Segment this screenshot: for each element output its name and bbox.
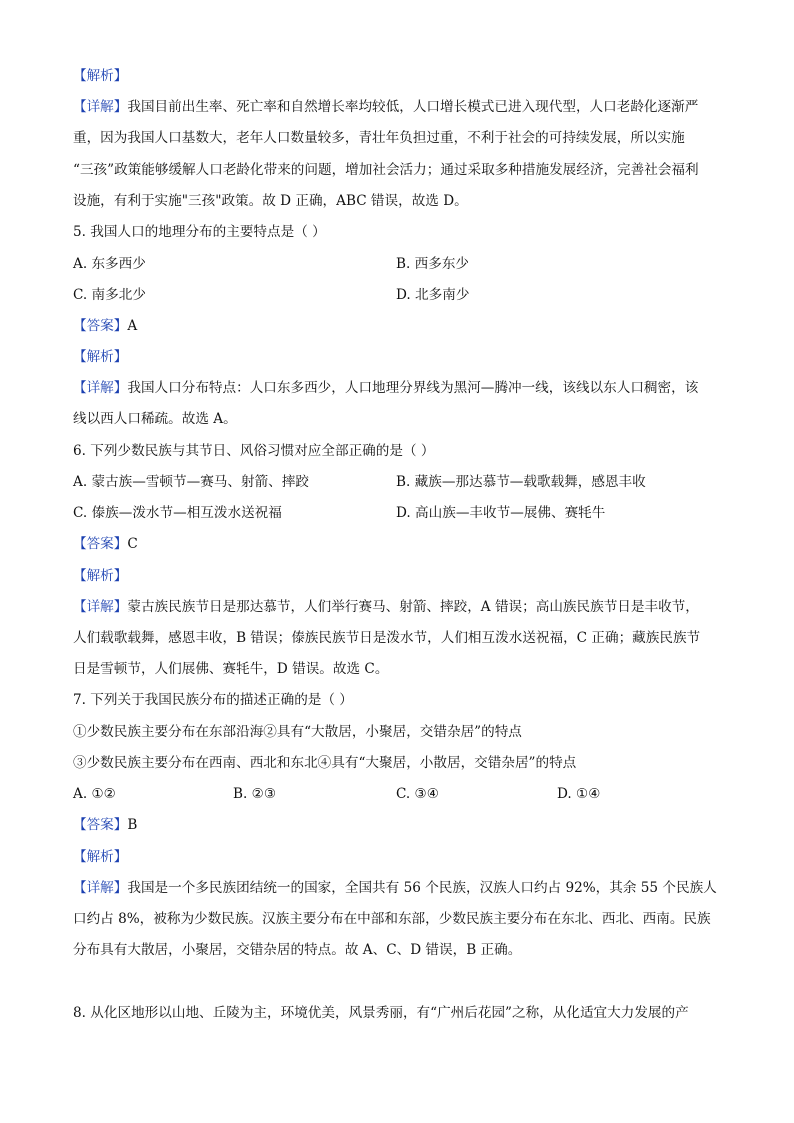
q4-detail-line-2: 重，因为我国人口基数大，老年人口数量较多，青壮年负担过重，不利于社会的可持续发展，所以实施 [73,130,685,146]
q5-stem: 5. 我国人口的地理分布的主要特点是（ ） [73,224,326,240]
q7-answer-value: B [127,817,138,833]
q7-statement-2: ③少数民族主要分布在西南、西北和东北④具有“大聚居，小散居，交错杂居”的特点 [73,755,577,771]
q5-option-b: B. 西多东少 [396,256,470,272]
q5-detail-line-2: 线以西人口稀疏。故选 A。 [73,411,237,427]
q6-analysis-tag: 【解析】 [73,568,128,584]
q8-stem: 8. 从化区地形以山地、丘陵为主，环境优美，风景秀丽，有“广州后花园”之称，从化适宜大力发展的产 [73,1005,689,1021]
q7-detail-tag: 【详解】 [73,880,128,896]
q7-stem: 7. 下列关于我国民族分布的描述正确的是（ ） [73,692,353,708]
q6-option-d: D. 高山族—丰收节—展佛、赛牦牛 [396,505,606,521]
q5-option-a: A. 东多西少 [73,256,146,272]
q7-option-a: A. ①② [73,786,116,802]
q7-answer-tag: 【答案】 [73,817,128,833]
q6-option-a: A. 蒙古族—雪顿节—赛马、射箭、摔跤 [73,474,309,490]
q7-option-c: C. ③④ [396,786,439,802]
q4-analysis-tag: 【解析】 [73,68,128,84]
q5-answer-value: A [127,318,138,334]
q7-option-b: B. ②③ [233,786,277,802]
q6-detail-line-1: 【详解】蒙古族民族节日是那达慕节，人们举行赛马、射箭、摔跤，A 错误；高山族民族节日是丰收节， [73,599,699,615]
q5-answer-tag: 【答案】 [73,318,128,334]
q5-option-d: D. 北多南少 [396,287,470,303]
q7-statement-1: ①少数民族主要分布在东部沿海②具有“大散居，小聚居，交错杂居”的特点 [73,724,522,740]
q7-answer [73,815,137,835]
q5-analysis-tag: 【解析】 [73,349,128,365]
q6-stem: 6. 下列少数民族与其节日、风俗习惯对应全部正确的是（ ） [73,443,435,459]
q5-detail-tag: 【详解】 [73,380,128,396]
q7-detail-line-1: 【详解】我国是一个多民族团结统一的国家，全国共有 56 个民族，汉族人口约占 92%，其余 55 个民族人 [73,880,717,896]
q6-answer [73,534,138,554]
q6-detail-line-2: 人们载歌载舞，感恩丰收，B 错误；傣族民族节日是泼水节，人们相互泼水送祝福，C 正确；藏族民族节 [73,630,701,646]
q7-detail-line-2: 口约占 8%，被称为少数民族。汉族主要分布在中部和东部，少数民族主要分布在东北、西北、西南。民族 [73,911,711,927]
q7-option-d: D. ①④ [557,786,601,802]
q5-detail-line-1: 【详解】我国人口分布特点：人口东多西少，人口地理分界线为黑河—腾冲一线，该线以东人口稠密，该 [73,380,699,396]
q5-answer [73,316,137,336]
q6-option-c: C. 傣族—泼水节—相互泼水送祝福 [73,505,282,521]
q6-detail-tag: 【详解】 [73,599,128,615]
q7-analysis-tag: 【解析】 [73,849,128,865]
q5-option-c: C. 南多北少 [73,287,146,303]
q4-detail-line-4: 设施，有利于实施"三孩"政策。故 D 正确，ABC 错误，故选 D。 [73,193,468,209]
q6-answer-value: C [127,536,138,552]
q6-answer-tag: 【答案】 [73,536,128,552]
q4-detail-tag: 【详解】 [73,99,128,115]
q7-detail-line-3: 分布具有大散居，小聚居，交错杂居的特点。故 A、C、D 错误，B 正确。 [73,942,522,958]
q4-detail-line-3: “三孩”政策能够缓解人口老龄化带来的问题，增加社会活力；通过采取多种措施发展经济，完善社会福利 [73,162,699,178]
q6-option-b: B. 藏族—那达慕节—载歌载舞，感恩丰收 [396,474,646,490]
q6-detail-line-3: 日是雪顿节，人们展佛、赛牦牛，D 错误。故选 C。 [73,661,389,677]
q4-detail-line-1: 【详解】我国目前出生率、死亡率和自然增长率均较低，人口增长模式已进入现代型，人口老龄化逐渐严 [73,99,699,115]
